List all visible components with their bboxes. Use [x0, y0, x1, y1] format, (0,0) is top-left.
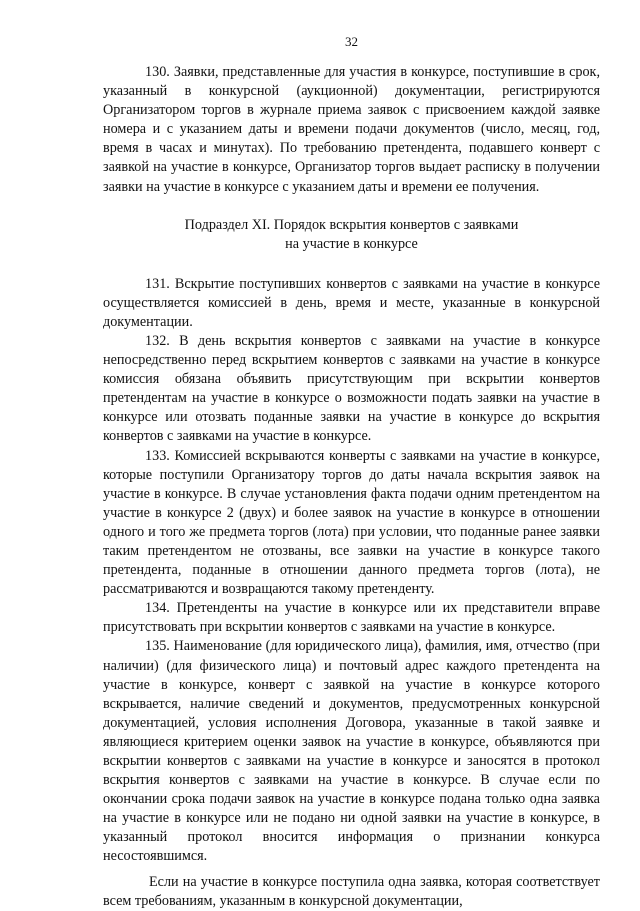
- paragraph-131: 131. Вскрытие поступивших конвертов с заявками на участие в конкурсе осуществляется комиссией в день, время и месте, указанные в конкурсной документации.: [103, 275, 600, 330]
- paragraph-130: 130. Заявки, представленные для участия в конкурсе, поступившие в срок, указанный в конкурсной (аукционной) документации, регистрируются Организатором торгов в журнале приема заявок с присвоением каждой заявке номера и с указанием даты и времени подачи документов (число, месяц, год, время в часах и минутах). По требованию претендента, подавшего конверт с заявкой на участие в конкурсе, Организатор торгов выдает расписку в получении заявки на участие в конкурсе с указанием даты и времени ее получения.: [103, 64, 600, 195]
- paragraph-135: 135. Наименование (для юридического лица), фамилия, имя, отчество (при наличии) (для физического лица) и почтовый адрес каждого претендента на участие в конкурсе, конверт с заявкой на участие в конкурсе которого вскрывается, наличие сведений и документов, предусмотренных конкурсной документацией, условия исполнения Договора, указанные в такой заявке и являющиеся критерием оценки заявок на участие в конкурсе, объявляются при вскрытии конвертов с заявками на участие в конкурсе и заносятся в протокол вскрытия конвертов с заявками на участие в конкурсе. В случае если по окончании срока подачи заявок на участие в конкурсе подана только одна заявка на участие в конкурсе или не подано ни одной заявки на участие в конкурсе, в указанный протокол вносится информация о признании конкурса несостоявшимся.: [103, 638, 600, 865]
- paragraph-132: 132. В день вскрытия конвертов с заявками на участие в конкурсе непосредственно перед вскрытием конвертов с заявками на участие в конкурсе комиссия обязана объявить присутствующим при вскрытии конвертов претендентам на участие в конкурсе о возможности подать заявки на участие в конкурсе или отозвать поданные заявки на участие в конкурсе до вскрытия конвертов с заявками на участие в конкурсе.: [103, 332, 600, 445]
- paragraph-133: 133. Комиссией вскрываются конверты с заявками на участие в конкурсе, которые поступили Организатору торгов до даты начала вскрытия заявок на участие в конкурсе. В случае установления факта подачи одним претендентом на участие в конкурсе 2 (двух) и более заявок на участие в конкурсе в отношении одного и того же предмета торгов (лота) при условии, что поданные ранее заявки таким претендентом не отозваны, все заявки на участие в конкурсе такого претендента, поданные в отношении данного предмета торгов (лота), не рассматриваются и возвращаются такому претенденту.: [103, 447, 600, 598]
- paragraph-single-application: Если на участие в конкурсе поступила одна заявка, которая соответствует всем требованиям, указанным в конкурсной документации,: [103, 873, 600, 909]
- subsection-heading-line-2: на участие в конкурсе: [285, 235, 418, 252]
- document-page: [103, 34, 600, 911]
- page-number: 32: [345, 34, 358, 49]
- subsection-heading: [103, 216, 600, 254]
- paragraph-134: 134. Претенденты на участие в конкурсе или их представители вправе присутствовать при вскрытии конвертов с заявками на участие в конкурсе.: [103, 600, 600, 636]
- subsection-heading-line-1: Подраздел XI. Порядок вскрытия конвертов с заявками: [184, 216, 519, 233]
